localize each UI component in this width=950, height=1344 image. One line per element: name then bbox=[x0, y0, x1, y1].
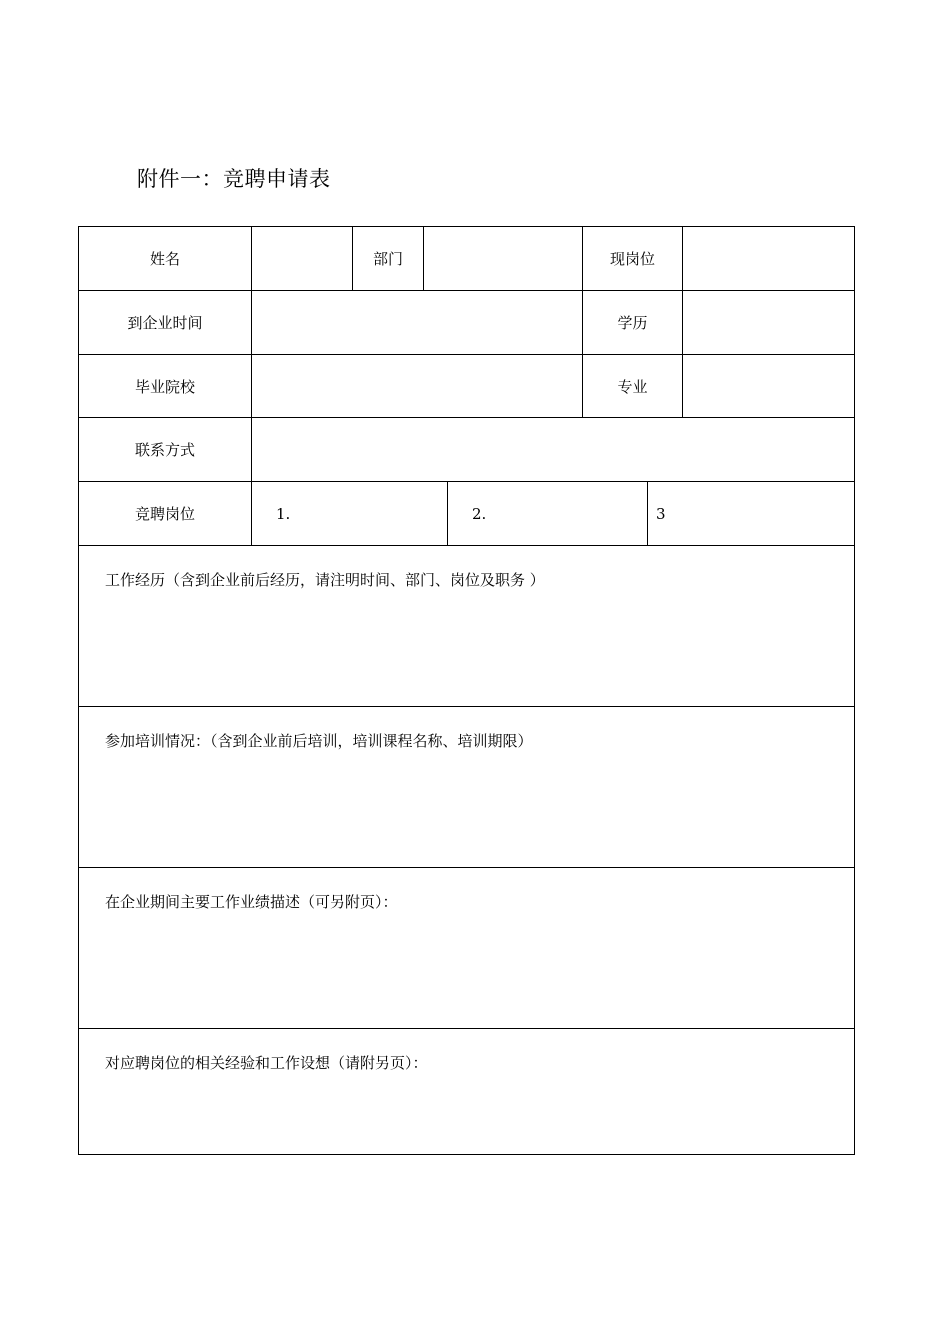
join-date-field[interactable] bbox=[251, 291, 582, 354]
major-label: 专业 bbox=[582, 355, 682, 417]
school-field[interactable] bbox=[251, 355, 582, 417]
department-field[interactable] bbox=[423, 227, 582, 290]
experience-plan-section[interactable] bbox=[79, 1029, 854, 1154]
major-field[interactable] bbox=[682, 355, 854, 417]
join-date-label: 到企业时间 bbox=[127, 314, 203, 332]
position-choice-2[interactable]: 2. bbox=[447, 482, 647, 545]
school-label: 毕业院校 bbox=[134, 377, 195, 396]
row-contact bbox=[79, 418, 854, 482]
position-choice-3[interactable]: 3 bbox=[647, 482, 854, 545]
education-field[interactable] bbox=[682, 291, 854, 354]
work-history-section[interactable] bbox=[79, 546, 854, 707]
current-position-label: 现岗位 bbox=[582, 227, 682, 290]
contact-label: 联系方式 bbox=[134, 441, 195, 459]
training-section[interactable] bbox=[79, 707, 854, 868]
row-basic-info bbox=[79, 227, 854, 291]
training-label: 参加培训情况：（含到企业前后培训，培训课程名称、培训期限） bbox=[105, 732, 533, 750]
row-applied-position bbox=[79, 482, 854, 546]
achievements-section[interactable] bbox=[79, 868, 854, 1029]
application-form-table bbox=[78, 226, 855, 1155]
applied-position-label: 竞聘岗位 bbox=[134, 505, 195, 523]
name-field[interactable] bbox=[251, 227, 352, 290]
row-school bbox=[79, 355, 854, 418]
education-label: 学历 bbox=[582, 291, 682, 354]
page-title bbox=[137, 163, 331, 193]
current-position-field[interactable] bbox=[682, 227, 854, 290]
page-title-text: 附件一：竞聘申请表 bbox=[137, 167, 331, 191]
work-history-label: 工作经历（含到企业前后经历，请注明时间、部门、岗位及职务 ） bbox=[105, 571, 545, 589]
achievements-label: 在企业期间主要工作业绩描述（可另附页）： bbox=[105, 893, 398, 911]
position-choice-1[interactable]: 1. bbox=[251, 482, 447, 545]
name-label: 姓名 bbox=[149, 250, 180, 268]
department-label: 部门 bbox=[352, 227, 423, 290]
row-join-date bbox=[79, 291, 854, 355]
experience-plan-label: 对应聘岗位的相关经验和工作设想（请附另页）： bbox=[105, 1054, 428, 1072]
contact-field[interactable] bbox=[251, 418, 854, 481]
